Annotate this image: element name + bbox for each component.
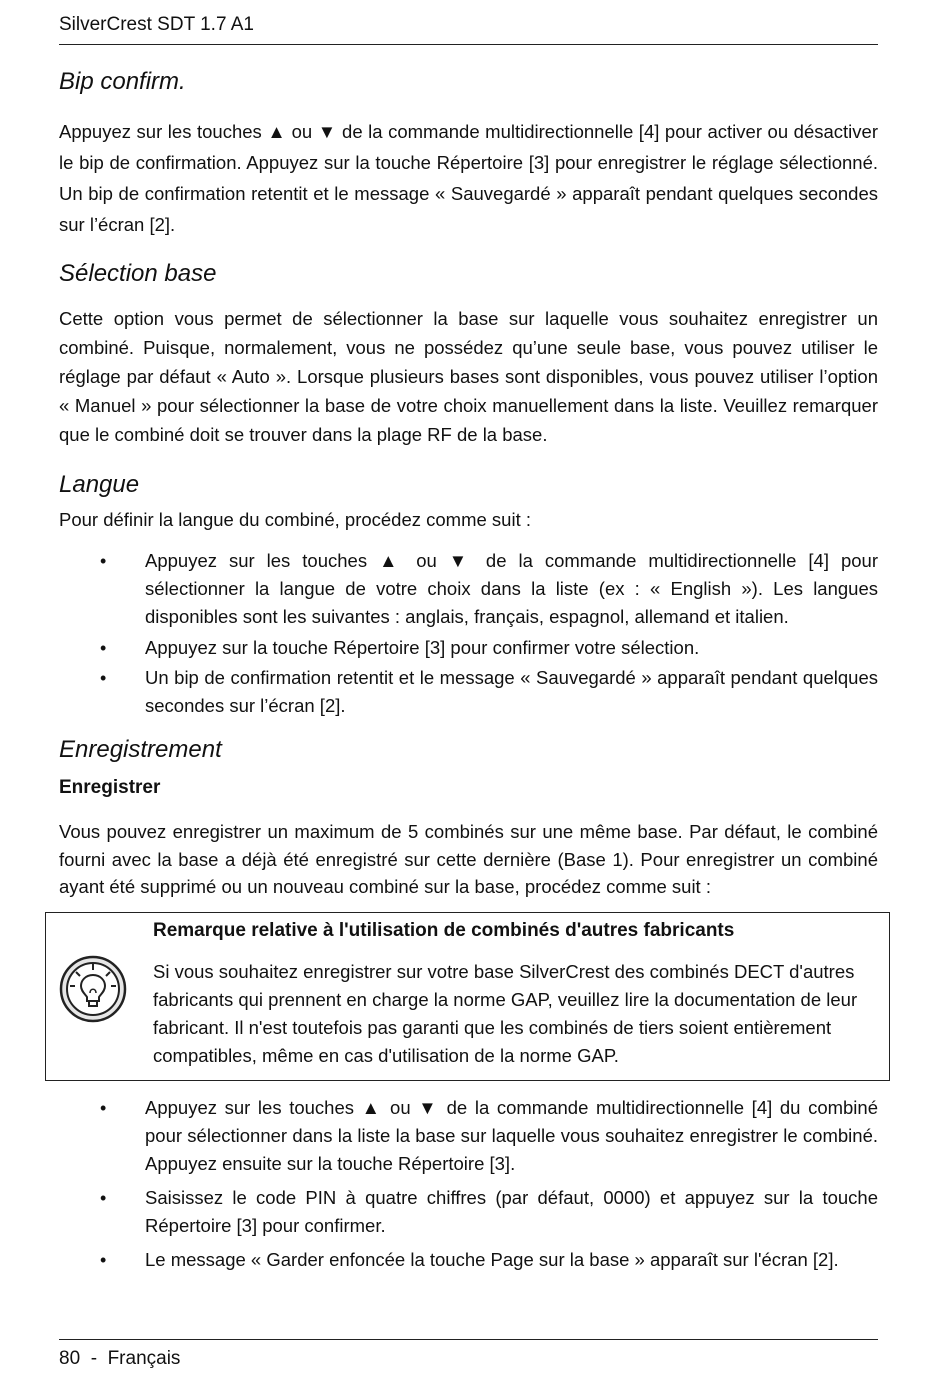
enregistrement-bullet-list	[59, 1094, 878, 1274]
page-header: SilverCrest SDT 1.7 A1	[59, 14, 255, 35]
list-item: • Le message « Garder enfoncée la touche Page sur la base » apparaît sur l'écran [2].	[59, 1246, 878, 1274]
list-item: • Appuyez sur les touches ▲ ou ▼ de la commande multidirectionnelle [4] du combiné pour sélectionner dans la liste la base sur laquelle vous souhaitez enregistrer le combiné. Appuyez ensuite sur la touche Répertoire [3].	[59, 1094, 878, 1178]
bullet-icon: •	[100, 1187, 107, 1208]
bullet-icon: •	[100, 551, 107, 571]
footer-divider	[59, 1339, 878, 1340]
section-title-enregistrement: Enregistrement	[59, 736, 222, 763]
list-item: • Saisissez le code PIN à quatre chiffres (par défaut, 0000) et appuyez sur la touche Répertoire [3] pour confirmer.	[59, 1184, 878, 1240]
bullet-icon: •	[100, 1097, 107, 1118]
note-box	[45, 912, 890, 1081]
bullet-icon: •	[100, 638, 107, 658]
list-item: • Appuyez sur la touche Répertoire [3] pour confirmer votre sélection.	[59, 634, 878, 662]
list-item: • Appuyez sur les touches ▲ ou ▼ de la commande multidirectionnelle [4] pour sélectionner la langue de votre choix dans la liste (ex : « English »). Les langues disponibles sont les suivantes : anglais, français, espagnol, allemand et italien.	[59, 547, 878, 631]
page-content	[59, 66, 878, 1274]
subsection-title-enregistrer: Enregistrer	[59, 777, 161, 798]
header-divider	[59, 44, 878, 45]
bip-paragraph: Appuyez sur les touches ▲ ou ▼ de la commande multidirectionnelle [4] pour activer ou désactiver le bip de confirmation. Appuyez sur la touche Répertoire [3] pour enregistrer le réglage sélectionné. Un bip de confirmation retentit et le message « Sauvegardé » apparaît pendant quelques secondes sur l’écran [2].	[59, 121, 878, 235]
bullet-icon: •	[100, 668, 107, 688]
section-title-selection-base: Sélection base	[59, 260, 217, 287]
lightbulb-icon	[59, 955, 127, 1023]
list-item: • Un bip de confirmation retentit et le message « Sauvegardé » apparaît pendant quelques secondes sur l’écran [2].	[59, 664, 878, 720]
section-title-bip: Bip confirm.	[59, 68, 186, 95]
enregistrement-intro: Vous pouvez enregistrer un maximum de 5 combinés sur une même base. Par défaut, le combiné fourni avec la base a déjà été enregistré sur cette dernière (Base 1). Pour enregistrer un combiné ayant été supprimé ou un nouveau combiné sur la base, procédez comme suit :	[59, 821, 878, 897]
page-footer: 80 - Français	[59, 1348, 181, 1369]
bullet-icon: •	[100, 1249, 107, 1270]
section-title-langue: Langue	[59, 471, 140, 498]
langue-intro: Pour définir la langue du combiné, procédez comme suit :	[59, 509, 532, 530]
selection-base-paragraph: Cette option vous permet de sélectionner la base sur laquelle vous souhaitez enregistrer un combiné. Puisque, normalement, vous ne possédez qu’une seule base, vous pouvez utiliser le réglage par défaut « Auto ». Lorsque plusieurs bases sont disponibles, vous pouvez utiliser l’option « Manuel » pour sélectionner la base de votre choix manuellement dans la liste. Veuillez remarquer que le combiné doit se trouver dans la plage RF de la base.	[59, 308, 878, 445]
langue-bullet-list	[59, 547, 878, 720]
note-text: Si vous souhaitez enregistrer sur votre base SilverCrest des combinés DECT d'autres fabricants qui prennent en charge la norme GAP, veuillez lire la documentation de leur fabricant. Il n'est toutefois pas garanti que les combinés de tiers soient entièrement compatibles, même en cas d'utilisation de la norme GAP.	[153, 960, 858, 1066]
note-title: Remarque relative à l'utilisation de combinés d'autres fabricants	[153, 919, 735, 941]
